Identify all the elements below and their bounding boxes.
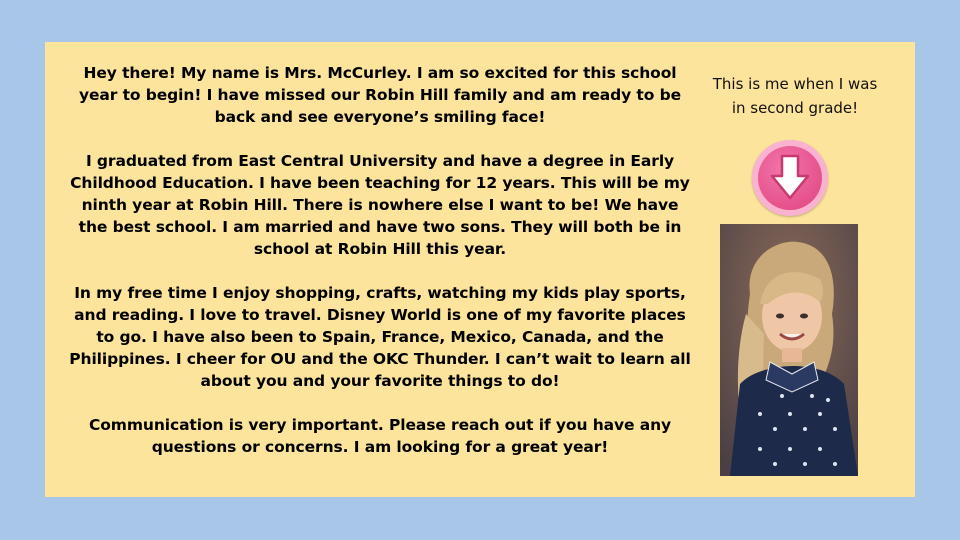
childhood-photo [720,224,858,476]
intro-card [45,42,915,497]
paragraph-hobbies: In my free time I enjoy shopping, crafts, watching my kids play sports, and reading. I love to travel. Disney World is one of my favorite places to go. I have also been to Spain, France, Mexico, Canada, and the Philippines. I cheer for OU and the OKC Thunder. I can’t wait to learn all about you and your favorite things to do! [69,284,691,390]
paragraph-education: I graduated from East Central University and have a degree in Early Childhood Education. I have been teaching for 12 years. This will be my ninth year at Robin Hill. There is nowhere else I want to be! We have the best school. I am married and have two sons. They will both be in school at Robin Hill this year. [70,152,690,258]
girl-portrait-image [720,224,858,476]
intro-text [65,62,695,458]
down-arrow-icon [770,154,810,202]
paragraph-greeting: Hey there! My name is Mrs. McCurley. I am so excited for this school year to begin! I have missed our Robin Hill family and am ready to be back and see everyone’s smiling face! [79,64,681,126]
down-arrow-button[interactable] [752,140,828,216]
photo-caption: This is me when I was in second grade! [712,75,878,117]
paragraph-communication: Communication is very important. Please reach out if you have any questions or concerns. I am looking for a great year! [88,416,672,456]
